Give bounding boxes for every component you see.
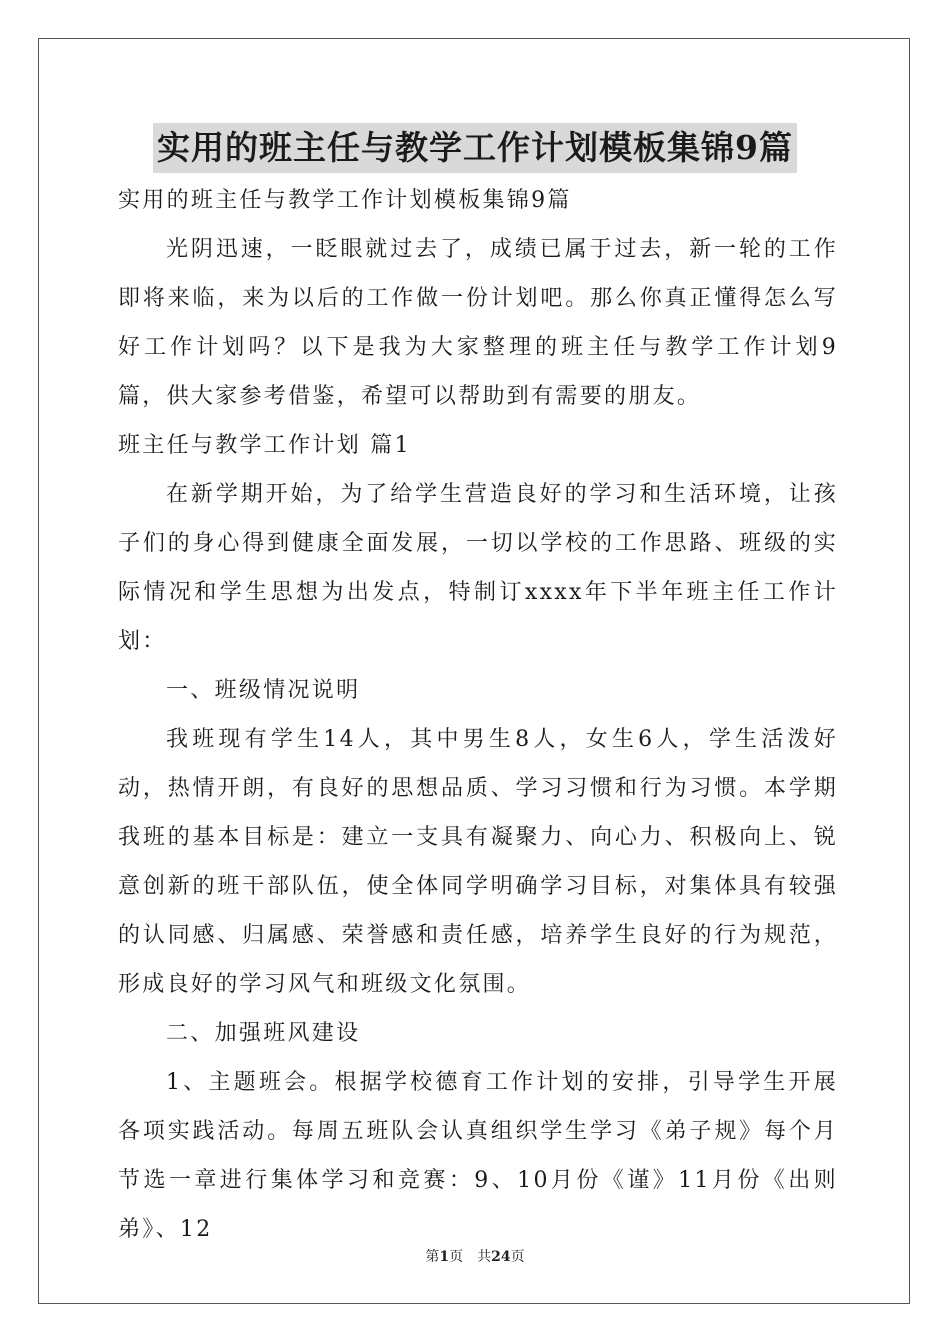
paragraph: 光阴迅速，一眨眼就过去了，成绩已属于过去，新一轮的工作即将来临，来为以后的工作做一份计划吧。那么你真正懂得怎么写好工作计划吗？以下是我为大家整理的班主任与教学工作计划9篇，供大家参考借鉴，希望可以帮助到有需要的朋友。 — [118, 237, 838, 409]
section-heading: 一、班级情况说明 — [166, 678, 361, 703]
footer-page-mid: 页 共 — [449, 1249, 492, 1265]
footer-page-total: 24 — [491, 1249, 511, 1265]
paragraph: 我班现有学生14人，其中男生8人，女生6人，学生活泼好动，热情开朗，有良好的思想品质、学习习惯和行为习惯。本学期我班的基本目标是：建立一支具有凝聚力、向心力、积极向上、锐意创新的班干部队伍，使全体同学明确学习目标，对集体具有较强的认同感、归属感、荣誉感和责任感，培养学生良好的行为规范，形成良好的学习风气和班级文化氛围。 — [118, 727, 838, 997]
section-heading: 班主任与教学工作计划 篇1 — [118, 433, 411, 458]
section-heading: 二、加强班风建设 — [166, 1021, 361, 1046]
page-footer — [0, 1246, 950, 1266]
paragraph: 在新学期开始，为了给学生营造良好的学习和生活环境，让孩子们的身心得到健康全面发展，一切以学校的工作思路、班级的实际情况和学生思想为出发点，特制订xxxx年下半年班主任工作计划： — [118, 482, 838, 654]
document-title-wrap — [0, 123, 950, 173]
footer-page-current: 1 — [439, 1249, 450, 1265]
footer-page-suffix: 页 — [510, 1249, 525, 1265]
document-body — [118, 176, 838, 1254]
document-title: 实用的班主任与教学工作计划模板集锦9篇 — [153, 123, 797, 173]
document-subtitle: 实用的班主任与教学工作计划模板集锦9篇 — [118, 188, 572, 213]
footer-page-prefix: 第 — [425, 1249, 440, 1265]
paragraph: 1、主题班会。根据学校德育工作计划的安排，引导学生开展各项实践活动。每周五班队会认真组织学生学习《弟子规》每个月节选一章进行集体学习和竞赛：9、10月份《谨》11月份《出则弟》、12 — [118, 1070, 838, 1242]
